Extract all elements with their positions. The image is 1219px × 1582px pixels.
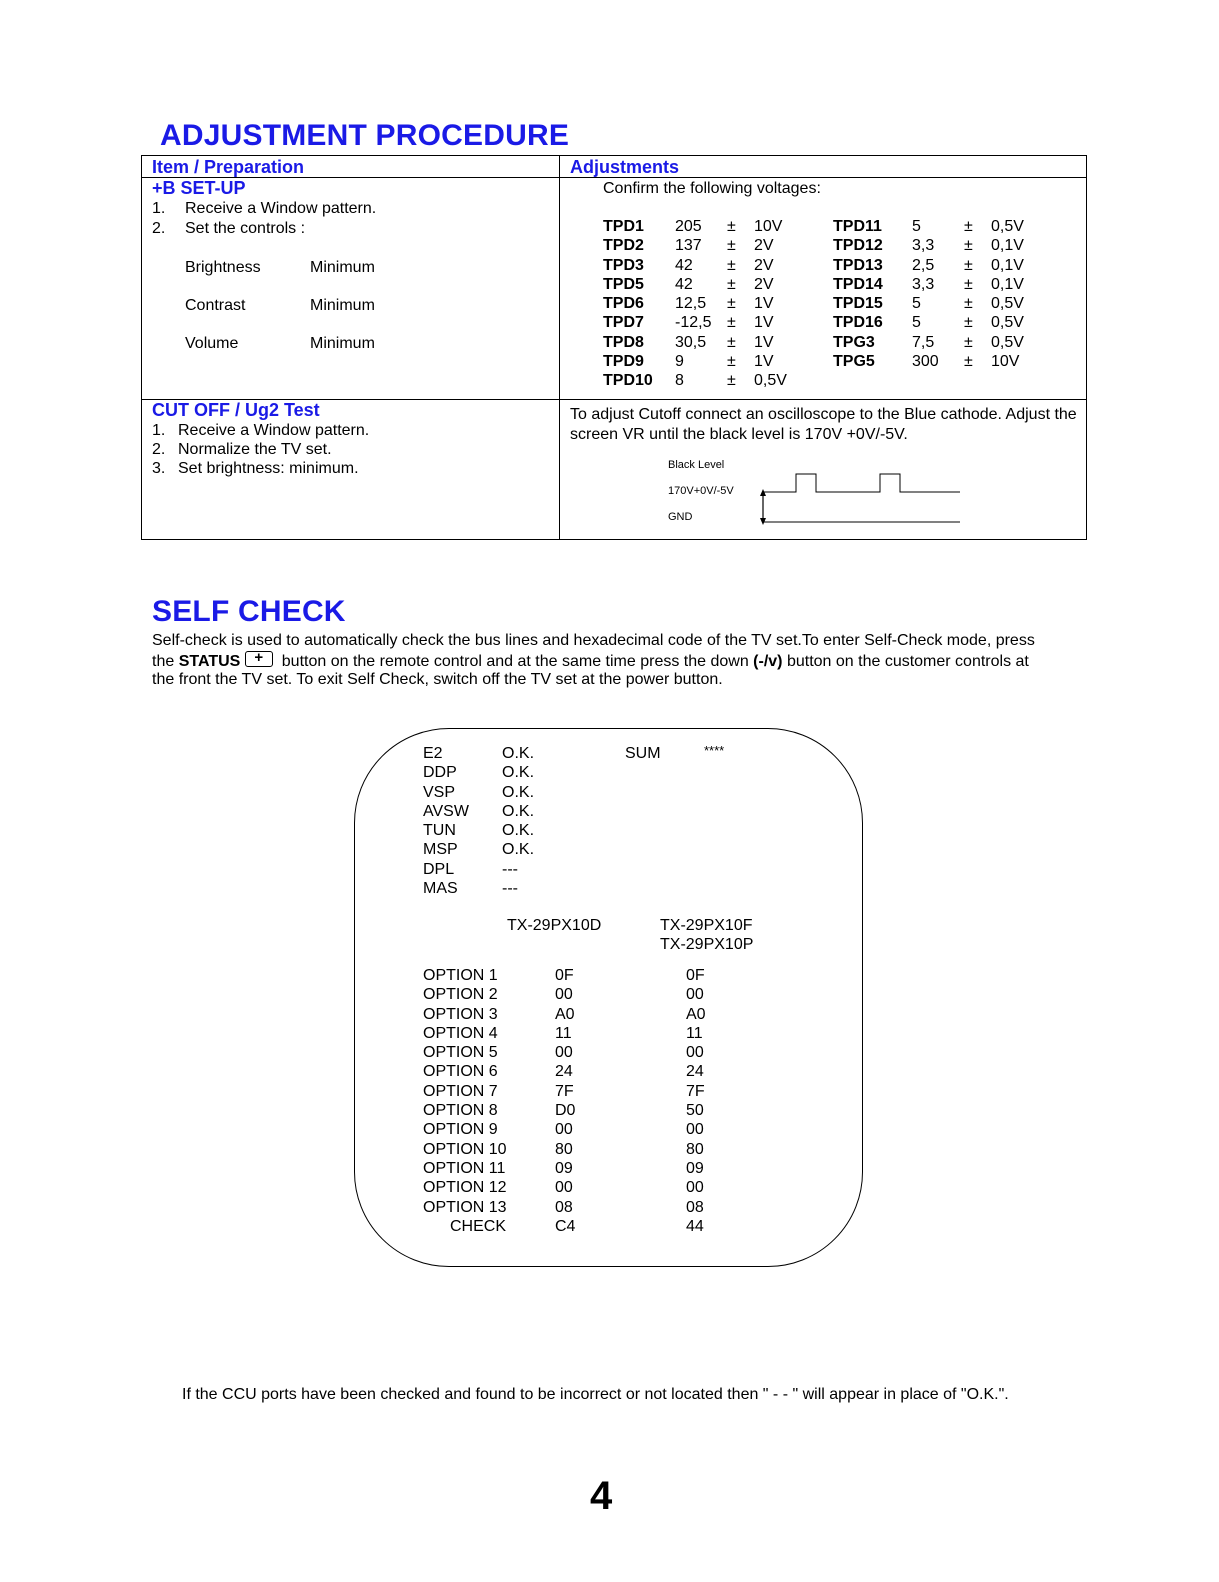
bus-row: TUN O.K. — [423, 822, 535, 840]
voltage-row: TPD6 12,5 ± 1V — [603, 295, 774, 313]
b-setup-step-1: 1. Receive a Window pattern. — [152, 200, 377, 217]
voltage-table-left — [603, 217, 823, 391]
voltage-table-right — [833, 217, 1053, 371]
control-row: Volume Minimum — [185, 335, 375, 352]
voltage-row: TPG5 300 ± 10V — [833, 353, 1020, 371]
cutoff-title: CUT OFF / Ug2 Test — [152, 400, 320, 420]
voltage-row: TPD2 137 ± 2V — [603, 237, 774, 255]
self-check-intro-2: the STATUS + button on the remote control and at the same time press the down (-/v) button on the customer controls at — [152, 649, 1029, 670]
option-row: OPTION 3 A0 A0 — [423, 1005, 706, 1023]
voltage-row: TPD9 9 ± 1V — [603, 353, 774, 371]
option-row: OPTION 9 00 00 — [423, 1121, 704, 1139]
bus-row: MSP O.K. — [423, 841, 535, 859]
footnote: If the CCU ports have been checked and found to be incorrect or not located then " - - " will appear in place of "O.K.". — [182, 1386, 1009, 1403]
status-key-icon: + — [245, 651, 273, 667]
option-row: OPTION 12 00 00 — [423, 1179, 704, 1197]
bus-row: VSP O.K. — [423, 783, 535, 801]
bus-row: MAS --- — [423, 880, 518, 898]
self-check-intro-1: Self-check is used to automatically check the bus lines and hexadecimal code of the TV set.To enter Self-Check mode, press — [152, 632, 1035, 649]
option-row: OPTION 5 00 00 — [423, 1044, 704, 1062]
option-row: OPTION 7 7F 7F — [423, 1082, 705, 1100]
control-row: Contrast Minimum — [185, 297, 375, 314]
cutoff-step-2: 2. Normalize the TV set. — [152, 441, 332, 458]
option-row: OPTION 6 24 24 — [423, 1063, 704, 1081]
option-row: OPTION 8 D0 50 — [423, 1102, 704, 1120]
voltage-row: TPD3 42 ± 2V — [603, 256, 774, 274]
diagram-label-gnd: GND — [668, 511, 693, 523]
option-row: OPTION 13 08 08 — [423, 1198, 704, 1216]
voltage-row: TPD5 42 ± 2V — [603, 275, 774, 293]
option-row: OPTION 2 00 00 — [423, 986, 704, 1004]
voltage-row: TPD10 8 ± 0,5V — [603, 372, 787, 390]
control-row: Brightness Minimum — [185, 259, 375, 276]
option-row: OPTION 11 09 09 — [423, 1159, 704, 1177]
b-setup-step-2: 2. Set the controls : — [152, 220, 306, 237]
bus-row: DDP O.K. — [423, 764, 535, 782]
voltage-row: TPD11 5 ± 0,5V — [833, 218, 1024, 235]
model-b2: TX-29PX10P — [660, 936, 754, 953]
option-row: OPTION 1 0F 0F — [423, 967, 705, 984]
sum-value: **** — [704, 743, 725, 758]
diagram-label-black: Black Level — [668, 459, 725, 471]
voltage-row: TPD8 30,5 ± 1V — [603, 333, 774, 351]
diagram-label-level: 170V+0V/-5V — [668, 485, 734, 497]
voltage-row: TPD1 205 ± 10V — [603, 218, 783, 235]
bus-row: E2 O.K. — [423, 745, 535, 762]
cutoff-text: To adjust Cutoff connect an oscilloscope to the Blue cathode. Adjust the screen VR until the black level is 170V +0V/-5V. — [570, 406, 1077, 443]
cutoff-step-1: 1. Receive a Window pattern. — [152, 422, 370, 439]
b-setup-title: +B SET-UP — [152, 178, 246, 198]
cutoff-step-3: 3. Set brightness: minimum. — [152, 460, 359, 477]
confirm-text: Confirm the following voltages: — [603, 180, 821, 197]
model-b1: TX-29PX10F — [660, 917, 753, 934]
option-row: OPTION 4 11 11 — [423, 1024, 703, 1042]
voltage-row: TPD13 2,5 ± 0,1V — [833, 256, 1024, 274]
col-left-header: Item / Preparation — [152, 157, 305, 177]
self-check-intro-3: the front the TV set. To exit Self Check, switch off the TV set at the power button. — [152, 671, 723, 688]
col-right-header: Adjustments — [570, 157, 680, 177]
adjustment-title: ADJUSTMENT PROCEDURE — [160, 119, 570, 152]
voltage-row: TPD12 3,3 ± 0,1V — [833, 237, 1024, 255]
adjustment-table — [141, 155, 1087, 540]
sum-label: SUM — [625, 745, 661, 762]
bus-check-list — [423, 744, 573, 898]
voltage-row: TPD16 5 ± 0,5V — [833, 314, 1024, 332]
bus-row: DPL --- — [423, 860, 518, 878]
model-a: TX-29PX10D — [507, 917, 602, 934]
bus-row: AVSW O.K. — [423, 802, 535, 820]
voltage-row: TPD15 5 ± 0,5V — [833, 295, 1024, 313]
option-row: OPTION 10 80 80 — [423, 1140, 704, 1158]
check-row: CHECK C4 44 — [450, 1217, 704, 1235]
page-number: 4 — [590, 1474, 613, 1518]
voltage-row: TPG3 7,5 ± 0,5V — [833, 333, 1024, 351]
self-check-title: SELF CHECK — [152, 595, 346, 628]
oscilloscope-diagram — [752, 466, 962, 526]
voltage-row: TPD14 3,3 ± 0,1V — [833, 275, 1024, 293]
voltage-row: TPD7 -12,5 ± 1V — [603, 314, 774, 332]
option-list — [423, 966, 743, 1236]
